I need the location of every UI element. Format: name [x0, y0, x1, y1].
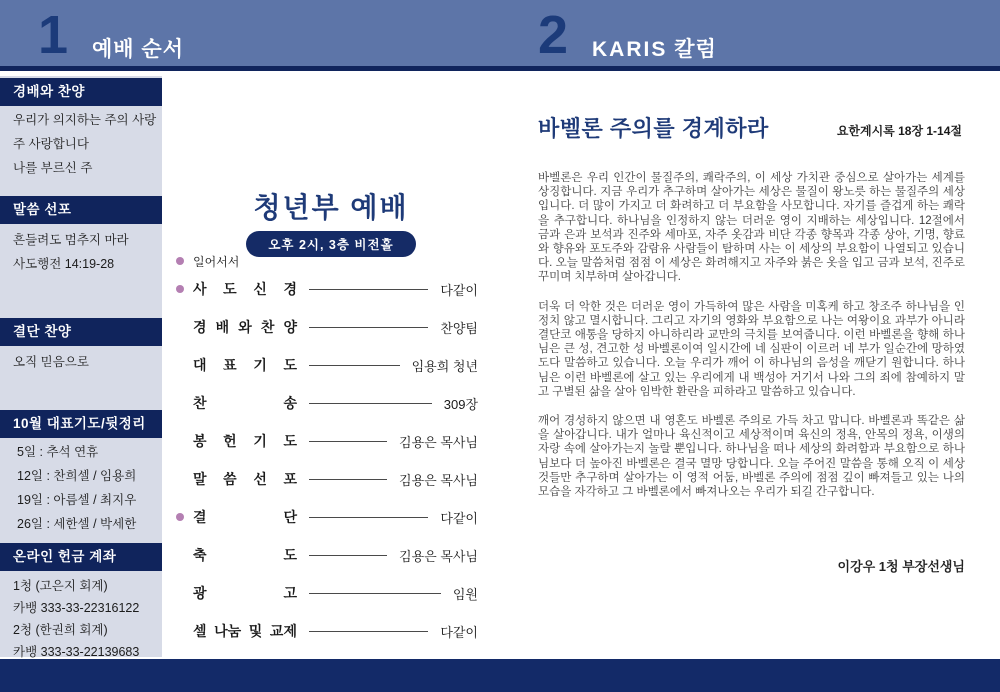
order-label: 결 단	[193, 509, 297, 525]
roster-line: 5일 : 추석 연휴	[17, 445, 99, 459]
order-label: 셀 나눔 및 교제	[193, 623, 297, 639]
article-title: 바벨론 주의를 경계하라	[538, 116, 769, 141]
article-paragraph: 깨어 경성하지 않으면 내 영혼도 바벨론 주의로 가득 차고 맙니다. 바벨론과 똑같은 삶을 살아갑니다. 내가 얼마나 육신적이고 세상적이며 육신의 정욕, 안목의 정욕, 이생의 자랑 속에 살아가는지 놀랄 뿐입니다. 하나님을 떠나 세상의 화려함과 부요함으로 하나님보다 더 높아진 바벨론은 결국 멸망 당합니다. 오늘 주어진 말씀을 통해 오직 이 세상것들만 추구하며 살아가는 이 영적 어둠, 바벨론 주의에 점점 깊이 빠져들고 있는 나의 모습을 자각하고 그 바벨론에서 빠져나오는 우리가 되길 간구합니다.	[538, 415, 965, 499]
bullet-spacer	[176, 437, 184, 445]
order-value: 김용은 목사님	[399, 472, 478, 488]
roster-line: 12일 : 찬희셀 / 임용희	[17, 469, 137, 483]
worship-order	[162, 76, 500, 657]
sidebar-content-praise	[13, 108, 157, 180]
song-line: 주 사랑합니다	[13, 137, 89, 151]
order-value: 다같이	[440, 624, 478, 640]
karis-brand: KARIS	[592, 38, 668, 61]
song-line: 오직 믿음으로	[13, 355, 89, 369]
order-rule	[309, 289, 428, 290]
karis-title-suffix: 칼럼	[674, 38, 717, 61]
sidebar-heading-online-offering: 온라인 헌금 계좌	[0, 543, 162, 571]
bullet-spacer	[176, 475, 184, 483]
bullet-spacer	[176, 399, 184, 407]
bullet-spacer	[176, 323, 184, 331]
order-rule	[309, 365, 400, 366]
bullet-spacer	[176, 627, 184, 635]
order-row-cell-fellowship	[176, 618, 478, 644]
order-label: 일어서서	[193, 254, 240, 269]
page2-number: 2	[538, 5, 569, 65]
roster-line: 26일 : 세한셀 / 박세한	[17, 517, 137, 531]
bullet-spacer	[176, 589, 184, 597]
order-rule	[309, 631, 428, 632]
song-line: 우리가 의지하는 주의 사랑	[13, 113, 157, 127]
roster-line: 19일 : 아름셀 / 최지우	[17, 493, 137, 507]
sidebar-heading-sermon: 말씀 선포	[0, 196, 162, 224]
order-label: 대 표 기 도	[193, 357, 297, 373]
sidebar-content-sermon	[13, 228, 157, 276]
order-row-announcements	[176, 580, 478, 606]
order-label: 경 배 와 찬 양	[193, 319, 297, 335]
order-row-apostles-creed	[176, 276, 478, 302]
order-label: 봉 헌 기 도	[193, 433, 297, 449]
order-row-representative-prayer	[176, 352, 478, 378]
header-page2	[500, 0, 1000, 71]
bullet-icon	[176, 257, 184, 265]
order-row-benediction	[176, 542, 478, 568]
order-label: 찬 송	[193, 395, 297, 411]
order-rule	[309, 593, 441, 594]
sidebar-heading-commitment: 결단 찬양	[0, 318, 162, 346]
sidebar-content-online-offering	[13, 575, 157, 663]
sidebar-content-october-roster	[17, 440, 161, 536]
sermon-scripture-line: 사도행전 14:19-28	[13, 257, 115, 271]
order-label: 말 씀 선 포	[193, 471, 297, 487]
account-line: 카뱅 333-33-22316122	[13, 601, 140, 615]
account-line: 1청 (고은지 회계)	[13, 579, 108, 593]
bullet-icon	[176, 513, 184, 521]
karis-column	[500, 76, 1000, 657]
order-row-stand	[176, 252, 478, 270]
order-row-praise	[176, 314, 478, 340]
account-line: 카뱅 333-33-22139683	[13, 645, 140, 659]
article-byline: 이강우 1청 부장선생님	[837, 559, 965, 574]
order-value: 다같이	[440, 282, 478, 298]
sidebar	[0, 76, 162, 657]
article-paragraph: 바벨론은 우리 인간이 물질주의, 쾌락주의, 이 세상 가치관 중심으로 살아가는 세계를 상징합니다. 지금 우리가 추구하며 살아가는 세상은 물질이 왕노릇 하는 물질주의 세상입니다. 더 많이 가지고 더 화려하고 더 부요함을 사모합니다. 자기를 즐겁게 하는 쾌락을 추구합니다. 하나님을 인정하지 않는 더러운 영이 지배하는 세상입니다. 12절에서 금과 은과 보석과 진주와 세마포, 자주 옷감과 비단 각종 향목과 각종 상아, 기명, 향료와 향유와 포도주와 감람유 사람들이 탐하며 사는 이 세상의 부요함이 나열되고 있습니다. 오늘 말씀처럼 점점 이 세상은 화려해지고 자주와 붉은 옷을 입고 금과 보석, 진주로 꾸미며 치부하며 살아갑니다.	[538, 172, 965, 284]
article-paragraph: 더욱 더 악한 것은 더러운 영이 가득하여 많은 사람을 미혹케 하고 창조주 하나님을 인정치 않고 멸시합니다. 그리고 자기의 영화와 부요함으로 나는 여왕이요 과부가 아니라 결단코 애통을 당하지 아니하리라 교만의 극치를 보여줍니다. 이런 바벨론을 향해 하나님은 큰 성, 견고한 성 바벨론이여 일시간에 네 심판이 이르러 네 부가 일순간에 망하였도다 말씀하고 있습니다. 오늘 우리가 깨어 이 하나님의 음성을 깨닫기 원합니다. 하나님은 이런 바벨론에 살고 있는 우리에게 내 백성아 거기서 나와 그의 죄에 참예하지 말고 구별된 삶을 살아 임박한 환란을 피하라고 말씀하고 있습니다.	[538, 300, 965, 398]
order-rule	[309, 327, 428, 328]
order-value: 309장	[443, 396, 478, 412]
order-row-sermon	[176, 466, 478, 492]
service-title: 청년부 예배	[253, 192, 409, 223]
article-body	[538, 171, 965, 514]
page1-number: 1	[38, 5, 69, 65]
header-band	[0, 0, 1000, 71]
page1-title: 예배 순서	[92, 38, 184, 61]
order-value: 찬양팀	[440, 320, 478, 336]
article-scripture-ref: 요한계시록 18장 1-14절	[836, 124, 962, 138]
order-label: 광 고	[193, 585, 297, 601]
order-value: 김용은 목사님	[399, 434, 478, 450]
bullet-spacer	[176, 361, 184, 369]
sermon-title-line: 흔들려도 멈추지 마라	[13, 233, 129, 247]
order-row-hymn	[176, 390, 478, 416]
order-rule	[309, 517, 428, 518]
page2-title	[592, 33, 717, 63]
bullet-icon	[176, 285, 184, 293]
order-rows	[176, 252, 478, 656]
order-label: 축 도	[193, 547, 297, 563]
footer-bar	[0, 659, 1000, 692]
sidebar-heading-praise: 경배와 찬양	[0, 78, 162, 106]
order-label: 사 도 신 경	[193, 281, 297, 297]
sidebar-content-commitment	[13, 350, 157, 374]
order-value: 임용희 청년	[411, 358, 478, 374]
order-row-commitment	[176, 504, 478, 530]
order-value: 김용은 목사님	[399, 548, 478, 564]
order-rule	[309, 479, 387, 480]
order-row-offering-prayer	[176, 428, 478, 454]
song-line: 나를 부르신 주	[13, 161, 93, 175]
account-line: 2청 (한권희 회계)	[13, 623, 108, 637]
sidebar-heading-october-roster: 10월 대표기도/뒷정리	[0, 410, 162, 438]
order-rule	[309, 555, 387, 556]
service-time-badge: 오후 2시, 3층 비전홀	[246, 231, 415, 257]
header-page1	[0, 0, 500, 71]
order-value: 다같이	[440, 510, 478, 526]
bullet-spacer	[176, 551, 184, 559]
order-rule	[309, 403, 432, 404]
order-value: 임원	[452, 586, 478, 602]
order-rule	[309, 441, 387, 442]
